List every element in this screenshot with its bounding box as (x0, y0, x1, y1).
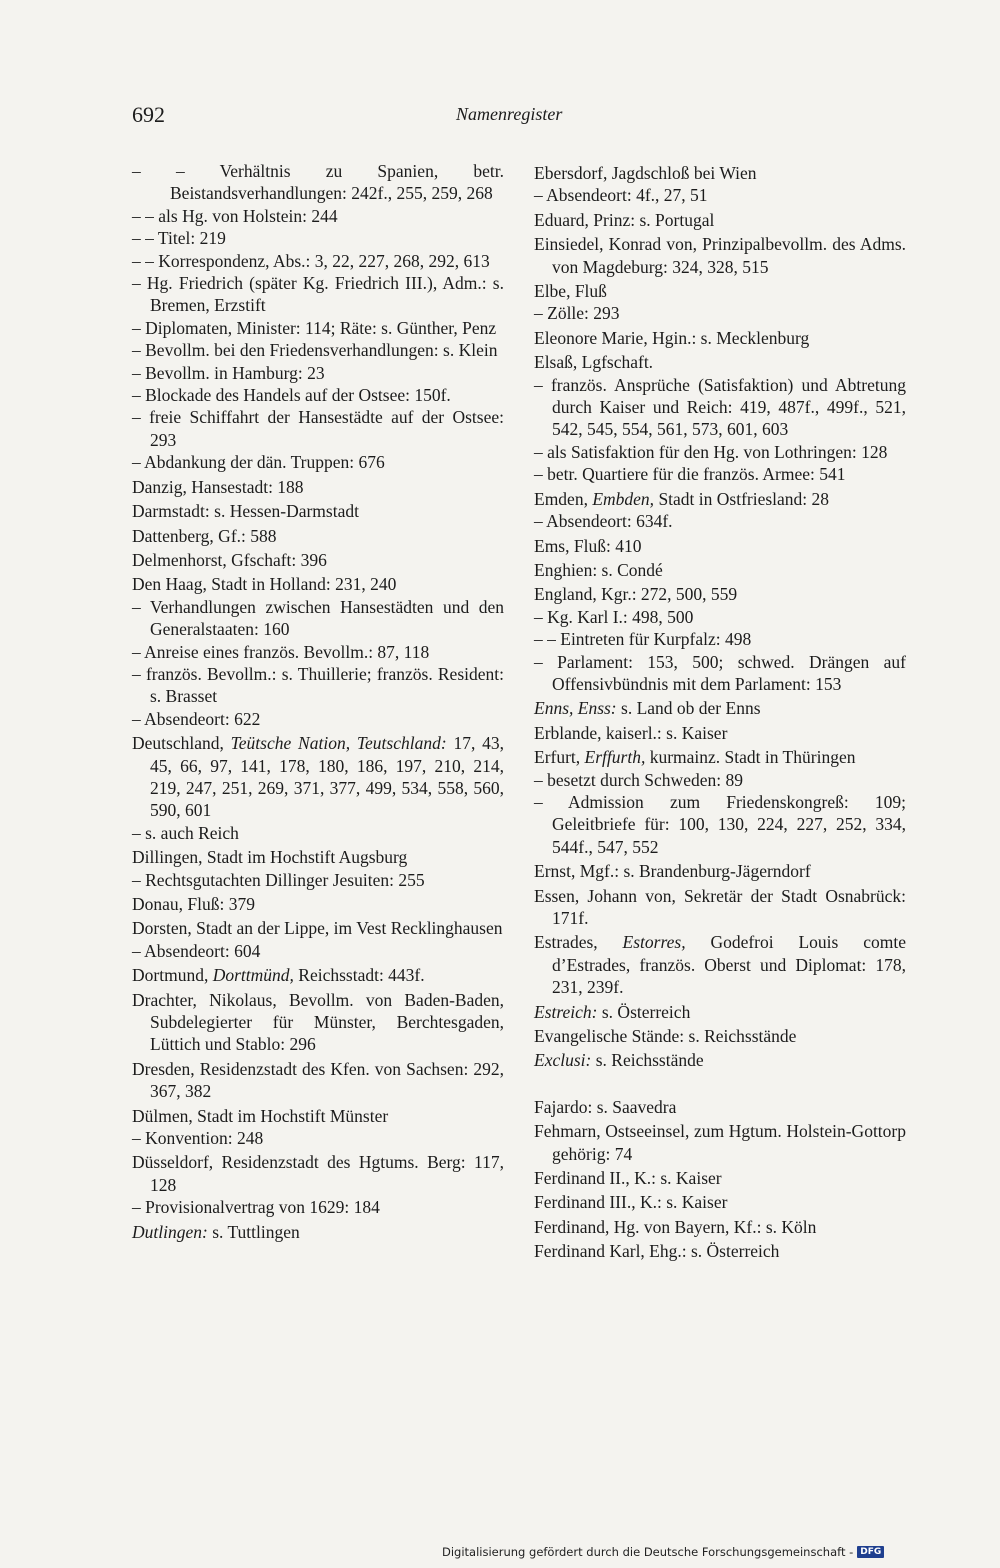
index-subentry (132, 160, 504, 205)
index-subentry (132, 406, 504, 451)
entry-variant-spelling: Erffurth, (584, 747, 646, 768)
entry-text: – französ. Ansprüche (Satisfaktion) und Abtretung durch Kaiser und Reich: 419, 487f., 499f., 521, 542, 545, 554, 561, 573, 601, 603 (534, 374, 906, 440)
entry-references: s. Reichsstände (591, 1050, 704, 1071)
entry-text: – Absendeort: 604 (132, 940, 261, 961)
entry-text: Ferdinand Karl, Ehg.: s. Österreich (534, 1241, 780, 1262)
footer-text: Digitalisierung gefördert durch die Deutsche Forschungsgemeinschaft - (442, 1545, 854, 1559)
entry-variant-spelling: Dutlingen: (132, 1221, 208, 1242)
index-entry (132, 1105, 504, 1127)
footer-credit (442, 1545, 884, 1559)
entry-text: – Bevollm. in Hamburg: 23 (132, 362, 325, 383)
index-entry (132, 1151, 504, 1196)
index-subentry (132, 362, 504, 384)
index-subentry (534, 302, 906, 324)
index-subentry (534, 374, 906, 441)
index-entry (132, 573, 504, 595)
entry-variant-spelling: Estorres, (622, 932, 686, 953)
entry-text: Enghien: s. Condé (534, 559, 663, 580)
index-entry (534, 351, 906, 373)
entry-text: – Anreise eines französ. Bevollm.: 87, 118 (132, 641, 430, 662)
index-entry (534, 722, 906, 744)
index-entry (534, 1025, 906, 1047)
index-entry (132, 893, 504, 915)
index-entry (534, 162, 906, 184)
entry-text: Fajardo: s. Saavedra (534, 1096, 677, 1117)
entry-text: – freie Schiffahrt der Hansestädte auf der Ostsee: 293 (132, 407, 504, 450)
entry-text: Ferdinand II., K.: s. Kaiser (534, 1168, 722, 1189)
index-subentry (534, 791, 906, 858)
entry-text: – – Titel: 219 (132, 228, 226, 249)
index-entry (534, 1216, 906, 1238)
entry-text: Fehmarn, Ostseeinsel, zum Hgtum. Holstein-Gottorp gehörig: 74 (534, 1121, 906, 1164)
entry-text: Dortmund, (132, 965, 213, 986)
entry-text: – Parlament: 153, 500; schwed. Drängen auf Offensivbündnis mit dem Parlament: 153 (534, 651, 906, 694)
index-entry (534, 1096, 906, 1118)
entry-references: Reichsstadt: 443f. (293, 965, 425, 986)
entry-text: – Konvention: 248 (132, 1128, 264, 1149)
index-subentry (132, 1127, 504, 1149)
index-entry (534, 1001, 906, 1023)
index-entry (132, 500, 504, 522)
index-column-left (132, 160, 504, 1243)
index-subentry (534, 463, 906, 485)
entry-text: Eleonore Marie, Hgin.: s. Mecklenburg (534, 327, 810, 348)
index-subentry (534, 769, 906, 791)
index-column-right (534, 160, 906, 1263)
index-entry (534, 280, 906, 302)
running-head: Namenregister (456, 104, 563, 124)
entry-text: Erfurt, (534, 747, 585, 768)
index-subentry (132, 940, 504, 962)
entry-references: Godefroi Louis comte d’Estrades, französ. Oberst und Diplomat: 178, 231, 239f. (552, 932, 906, 998)
index-entry (132, 1058, 504, 1103)
index-entry (534, 535, 906, 557)
entry-text: – Rechtsgutachten Dillinger Jesuiten: 255 (132, 869, 425, 890)
entry-text: Düsseldorf, Residenzstadt des Hgtums. Berg: 117, 128 (132, 1152, 504, 1195)
entry-text: – betr. Quartiere für die französ. Armee: 541 (534, 464, 846, 485)
index-entry (534, 1049, 906, 1071)
entry-text: – Hg. Friedrich (später Kg. Friedrich III.), Adm.: s. Bremen, Erzstift (132, 273, 504, 316)
entry-text: Dattenberg, Gf.: 588 (132, 525, 277, 546)
index-entry (534, 209, 906, 231)
entry-text: Delmenhorst, Gfschaft: 396 (132, 549, 327, 570)
index-entry (534, 860, 906, 882)
entry-references: s. Tuttlingen (207, 1221, 300, 1242)
entry-variant-spelling: Enns, Enss: (534, 698, 617, 719)
index-entry (132, 917, 504, 939)
index-subentry (132, 596, 504, 641)
index-subentry (132, 384, 504, 406)
index-entry (132, 989, 504, 1056)
index-subentry (132, 272, 504, 317)
entry-text: Ebersdorf, Jagdschloß bei Wien (534, 163, 757, 183)
entry-text: Elsaß, Lgfschaft. (534, 352, 654, 373)
entry-text: – als Satisfaktion für den Hg. von Lothringen: 128 (534, 441, 888, 462)
entry-text: – Provisionalvertrag von 1629: 184 (132, 1197, 380, 1218)
index-entry (132, 549, 504, 571)
entry-text: – Absendeort: 634f. (534, 511, 673, 532)
entry-text: – besetzt durch Schweden: 89 (534, 769, 743, 790)
entry-references: s. Österreich (597, 1001, 691, 1022)
index-entry (534, 1191, 906, 1213)
index-entry (534, 583, 906, 605)
index-subentry (534, 510, 906, 532)
entry-text: – – Eintreten für Kurpfalz: 498 (534, 629, 752, 650)
entry-variant-spelling: Exclusi: (534, 1050, 592, 1071)
entry-text: – – Verhältnis zu Spanien, betr. Beistandsverhandlungen: 242f., 255, 259, 268 (132, 161, 504, 204)
entry-text: Erblande, kaiserl.: s. Kaiser (534, 722, 728, 743)
entry-text: – Abdankung der dän. Truppen: 676 (132, 452, 385, 473)
entry-text: Estrades, (534, 932, 623, 953)
entry-text: Dülmen, Stadt im Hochstift Münster (132, 1105, 389, 1126)
entry-text: Dresden, Residenzstadt des Kfen. von Sachsen: 292, 367, 382 (132, 1058, 504, 1102)
entry-text: Ferdinand, Hg. von Bayern, Kf.: s. Köln (534, 1216, 817, 1237)
index-subentry (132, 708, 504, 730)
index-subentry (132, 869, 504, 891)
entry-references: Stadt in Ostfriesland: 28 (654, 488, 830, 509)
index-entry (534, 1240, 906, 1262)
entry-variant-spelling: Embden, (592, 488, 655, 509)
entry-text: – Admission zum Friedenskongreß: 109; Geleitbriefe für: 100, 130, 224, 227, 252, 334, 544f., 547, 552 (534, 791, 906, 857)
index-entry (132, 1221, 504, 1243)
entry-text: Dillingen, Stadt im Hochstift Augsburg (132, 847, 408, 868)
entry-text: Elbe, Fluß (534, 281, 607, 302)
index-subentry (132, 205, 504, 227)
entry-references: s. Land ob der Enns (616, 698, 761, 719)
index-subentry (534, 651, 906, 696)
entry-text: – Blockade des Handels auf der Ostsee: 150f. (132, 385, 451, 406)
entry-text: England, Kgr.: 272, 500, 559 (534, 584, 738, 605)
entry-text: – – Korrespondenz, Abs.: 3, 22, 227, 268, 292, 613 (132, 250, 490, 271)
entry-text: – Zölle: 293 (534, 303, 620, 324)
page-number: 692 (132, 102, 165, 127)
entry-variant-spelling: Estreich: (534, 1001, 598, 1022)
index-entry (534, 1120, 906, 1165)
index-subentry (534, 184, 906, 206)
index-entry (534, 697, 906, 719)
entry-text: – Bevollm. bei den Friedensverhandlungen: s. Klein (132, 340, 498, 361)
entry-text: – Absendeort: 622 (132, 708, 261, 729)
entry-text: Einsiedel, Konrad von, Prinzipalbevollm. des Adms. von Magdeburg: 324, 328, 515 (534, 234, 906, 277)
entry-text: Evangelische Stände: s. Reichsstände (534, 1026, 797, 1047)
entry-text: Donau, Fluß: 379 (132, 894, 255, 914)
index-entry (534, 233, 906, 278)
entry-text: – Verhandlungen zwischen Hansestädten und den Generalstaaten: 160 (132, 596, 504, 640)
entry-variant-spelling: Teütsche Nation, Teutschland: (230, 733, 447, 754)
entry-text: – Kg. Karl I.: 498, 500 (534, 606, 694, 627)
index-entry (132, 476, 504, 498)
dfg-logo: DFG (857, 1546, 884, 1558)
entry-variant-spelling: Dorttmünd, (212, 965, 294, 986)
index-subentry (534, 441, 906, 463)
entry-text: Den Haag, Stadt in Holland: 231, 240 (132, 574, 397, 595)
entry-text: Drachter, Nikolaus, Bevollm. von Baden-Baden, Subdelegierter für Münster, Berchtesgaden, Lüttich und Stablo: 296 (132, 989, 504, 1055)
entry-text: – Diplomaten, Minister: 114; Räte: s. Günther, Penz (132, 317, 497, 338)
index-subentry (132, 250, 504, 272)
entry-text: Eduard, Prinz: s. Portugal (534, 209, 715, 230)
entry-text: – – als Hg. von Holstein: 244 (132, 205, 338, 226)
index-subentry (534, 606, 906, 628)
entry-text: Emden, (534, 488, 593, 509)
index-entry (132, 732, 504, 822)
entry-text: – Absendeort: 4f., 27, 51 (534, 185, 708, 206)
section-gap (534, 1072, 906, 1094)
entry-text: Essen, Johann von, Sekretär der Stadt Osnabrück: 171f. (534, 885, 906, 928)
index-entry (534, 1167, 906, 1189)
entry-text: Ferdinand III., K.: s. Kaiser (534, 1192, 728, 1213)
index-entry (132, 964, 504, 986)
index-subentry (132, 641, 504, 663)
index-subentry (132, 227, 504, 249)
index-subentry (132, 663, 504, 708)
index-subentry (132, 339, 504, 361)
index-entry (132, 846, 504, 868)
entry-text: – s. auch Reich (132, 822, 239, 843)
index-entry (534, 746, 906, 768)
entry-references: 17, 43, 45, 66, 97, 141, 178, 180, 186, 197, 210, 214, 219, 247, 251, 269, 371, 377, 499, 534, 558, 560, 590, 601 (150, 733, 504, 821)
index-subentry (132, 317, 504, 339)
entry-text: – französ. Bevollm.: s. Thuillerie; französ. Resident: s. Brasset (132, 663, 504, 707)
index-subentry (132, 1196, 504, 1218)
entry-text: Ems, Fluß: 410 (534, 535, 642, 556)
entry-text: Danzig, Hansestadt: 188 (132, 476, 304, 497)
index-subentry (534, 628, 906, 650)
entry-text: Deutschland, (132, 733, 231, 754)
index-subentry (132, 822, 504, 844)
index-entry (132, 525, 504, 547)
entry-text: Dorsten, Stadt an der Lippe, im Vest Recklinghausen (132, 918, 503, 939)
index-entry (534, 885, 906, 930)
index-entry (534, 931, 906, 998)
index-entry (534, 559, 906, 581)
index-entry (534, 327, 906, 349)
index-subentry (132, 451, 504, 473)
index-entry (534, 488, 906, 510)
entry-text: Ernst, Mgf.: s. Brandenburg-Jägerndorf (534, 861, 811, 882)
entry-text: Darmstadt: s. Hessen-Darmstadt (132, 501, 359, 522)
entry-references: kurmainz. Stadt in Thüringen (645, 747, 856, 768)
